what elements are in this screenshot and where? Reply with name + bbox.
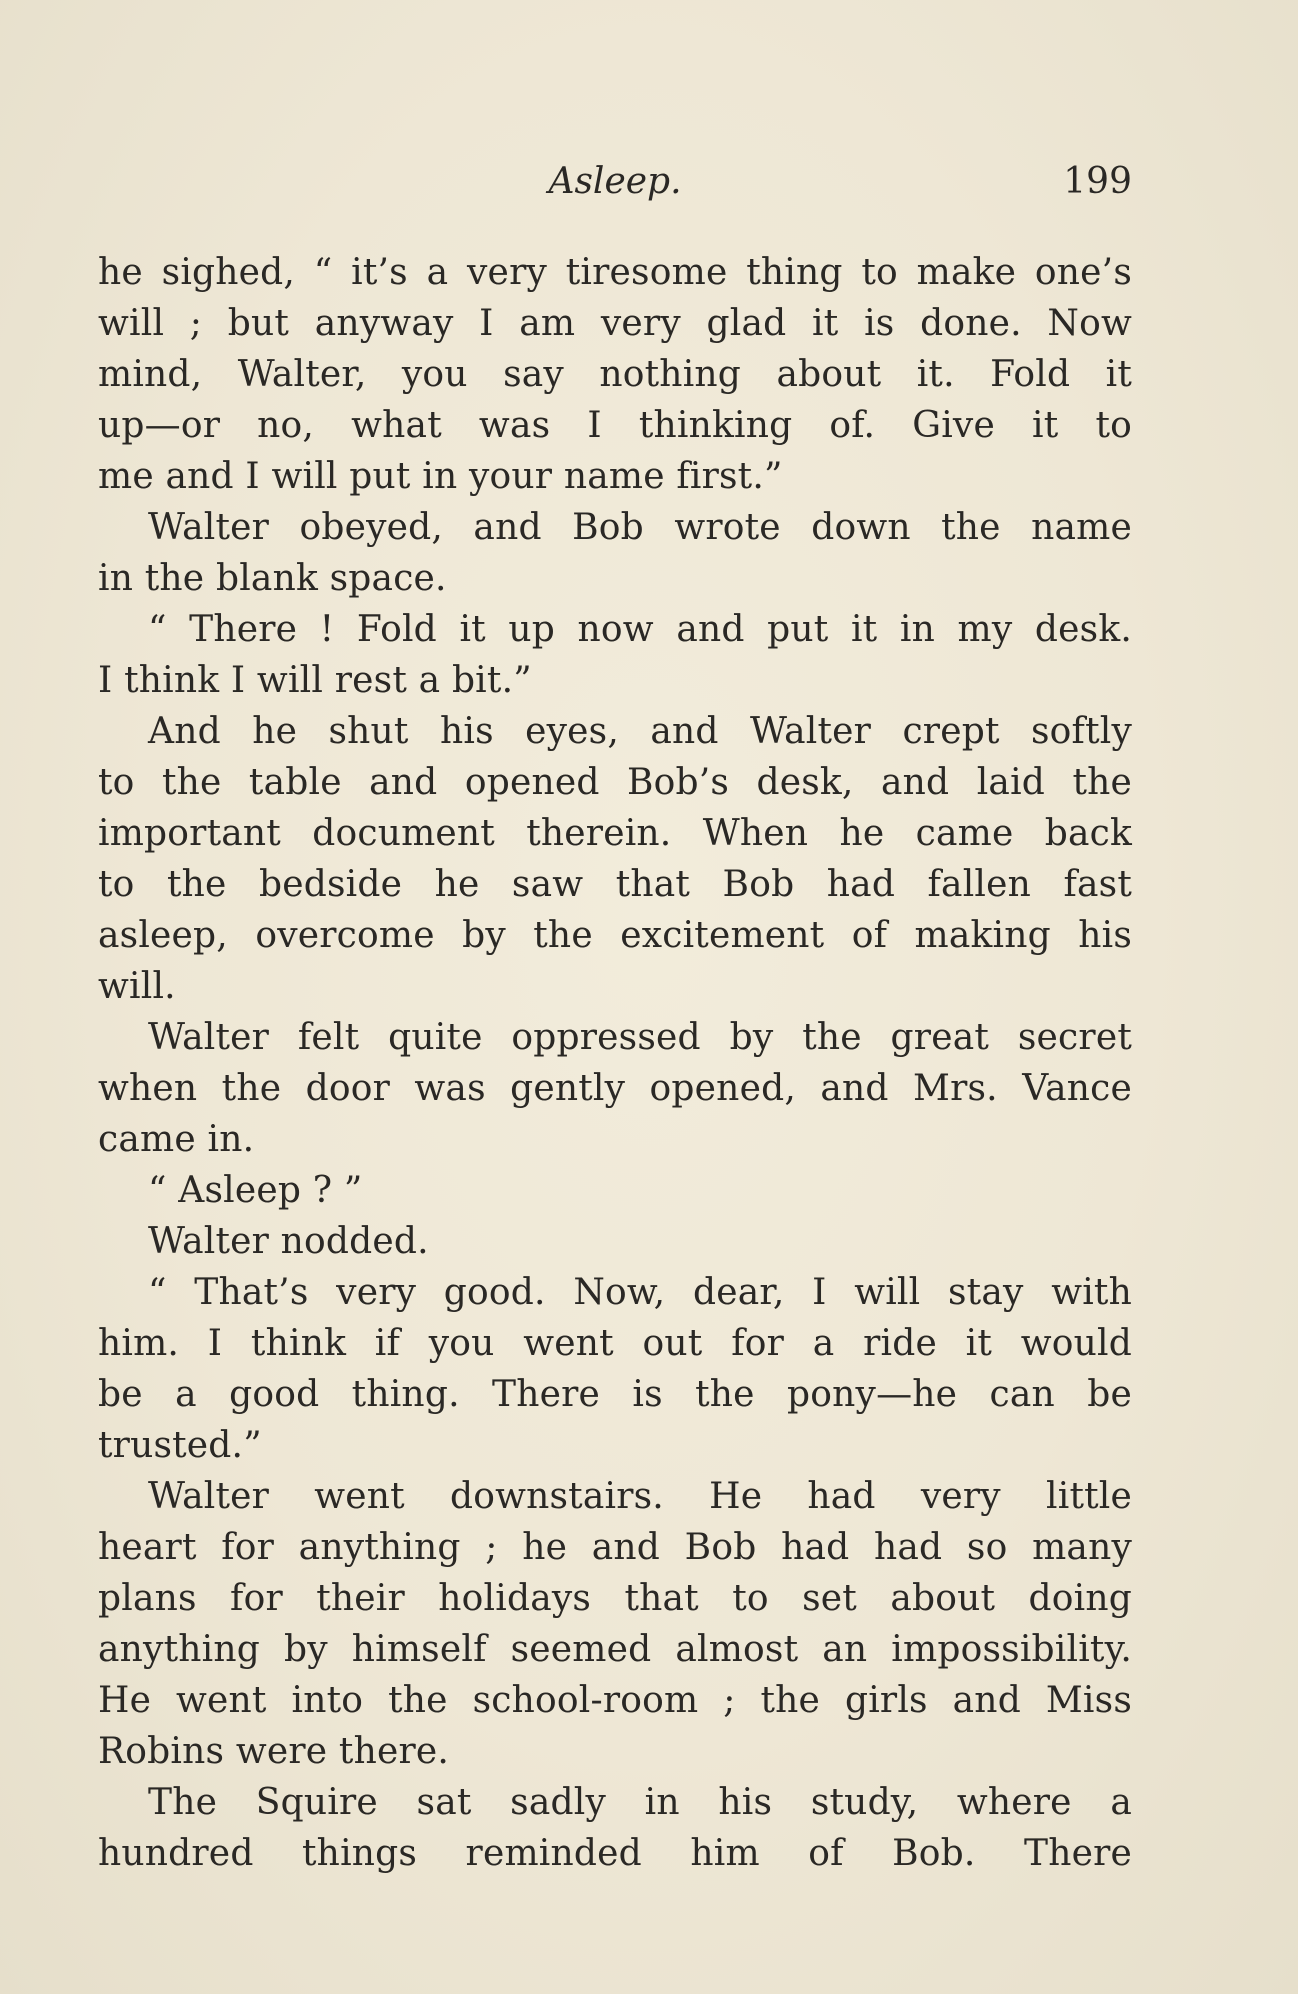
text-line: to the table and opened Bob’s desk, and laid the xyxy=(98,762,1132,803)
text-line: anything by himself seemed almost an impossibility. xyxy=(98,1629,1132,1670)
text-line: The Squire sat sadly in his study, where a xyxy=(148,1782,1132,1823)
text-line: Walter felt quite oppressed by the great secret xyxy=(148,1017,1132,1058)
text-line: asleep, overcome by the excitement of making his xyxy=(98,915,1132,956)
text-line: Walter went downstairs. He had very little xyxy=(148,1476,1132,1517)
text-line: mind, Walter, you say nothing about it. Fold it xyxy=(98,354,1132,395)
text-line: me and I will put in your name first.” xyxy=(98,456,783,497)
text-line: I think I will rest a bit.” xyxy=(98,660,532,701)
text-line: He went into the school-room ; the girls and Miss xyxy=(98,1680,1132,1721)
running-title: Asleep. xyxy=(548,161,682,202)
text-line: up—or no, what was I thinking of. Give it to xyxy=(98,405,1132,446)
text-line: in the blank space. xyxy=(98,558,447,599)
text-line: trusted.” xyxy=(98,1425,262,1466)
text-line: Walter nodded. xyxy=(148,1221,429,1262)
body-text xyxy=(98,247,1132,1879)
page-number: 199 xyxy=(1063,161,1132,202)
text-line: will ; but anyway I am very glad it is done. Now xyxy=(98,303,1132,344)
text-line: when the door was gently opened, and Mrs. Vance xyxy=(98,1068,1132,1109)
text-line: plans for their holidays that to set about doing xyxy=(98,1578,1132,1619)
text-line: Walter obeyed, and Bob wrote down the name xyxy=(148,507,1132,548)
text-line: to the bedside he saw that Bob had fallen fast xyxy=(98,864,1132,905)
text-line: “ That’s very good. Now, dear, I will stay with xyxy=(148,1272,1132,1313)
text-line: important document therein. When he came back xyxy=(98,813,1132,854)
text-line: “ Asleep ? ” xyxy=(148,1170,363,1211)
text-line: hundred things reminded him of Bob. There xyxy=(98,1833,1132,1874)
text-line: will. xyxy=(98,966,176,1007)
text-line: he sighed, “ it’s a very tiresome thing to make one’s xyxy=(98,252,1132,293)
running-head xyxy=(98,158,1132,206)
text-line: heart for anything ; he and Bob had had so many xyxy=(98,1527,1132,1568)
text-line: him. I think if you went out for a ride it would xyxy=(98,1323,1132,1364)
text-line: Robins were there. xyxy=(98,1731,450,1772)
text-line: And he shut his eyes, and Walter crept softly xyxy=(148,711,1132,752)
text-line: came in. xyxy=(98,1119,255,1160)
text-line: “ There ! Fold it up now and put it in my desk. xyxy=(148,609,1132,650)
text-line: be a good thing. There is the pony—he can be xyxy=(98,1374,1132,1415)
